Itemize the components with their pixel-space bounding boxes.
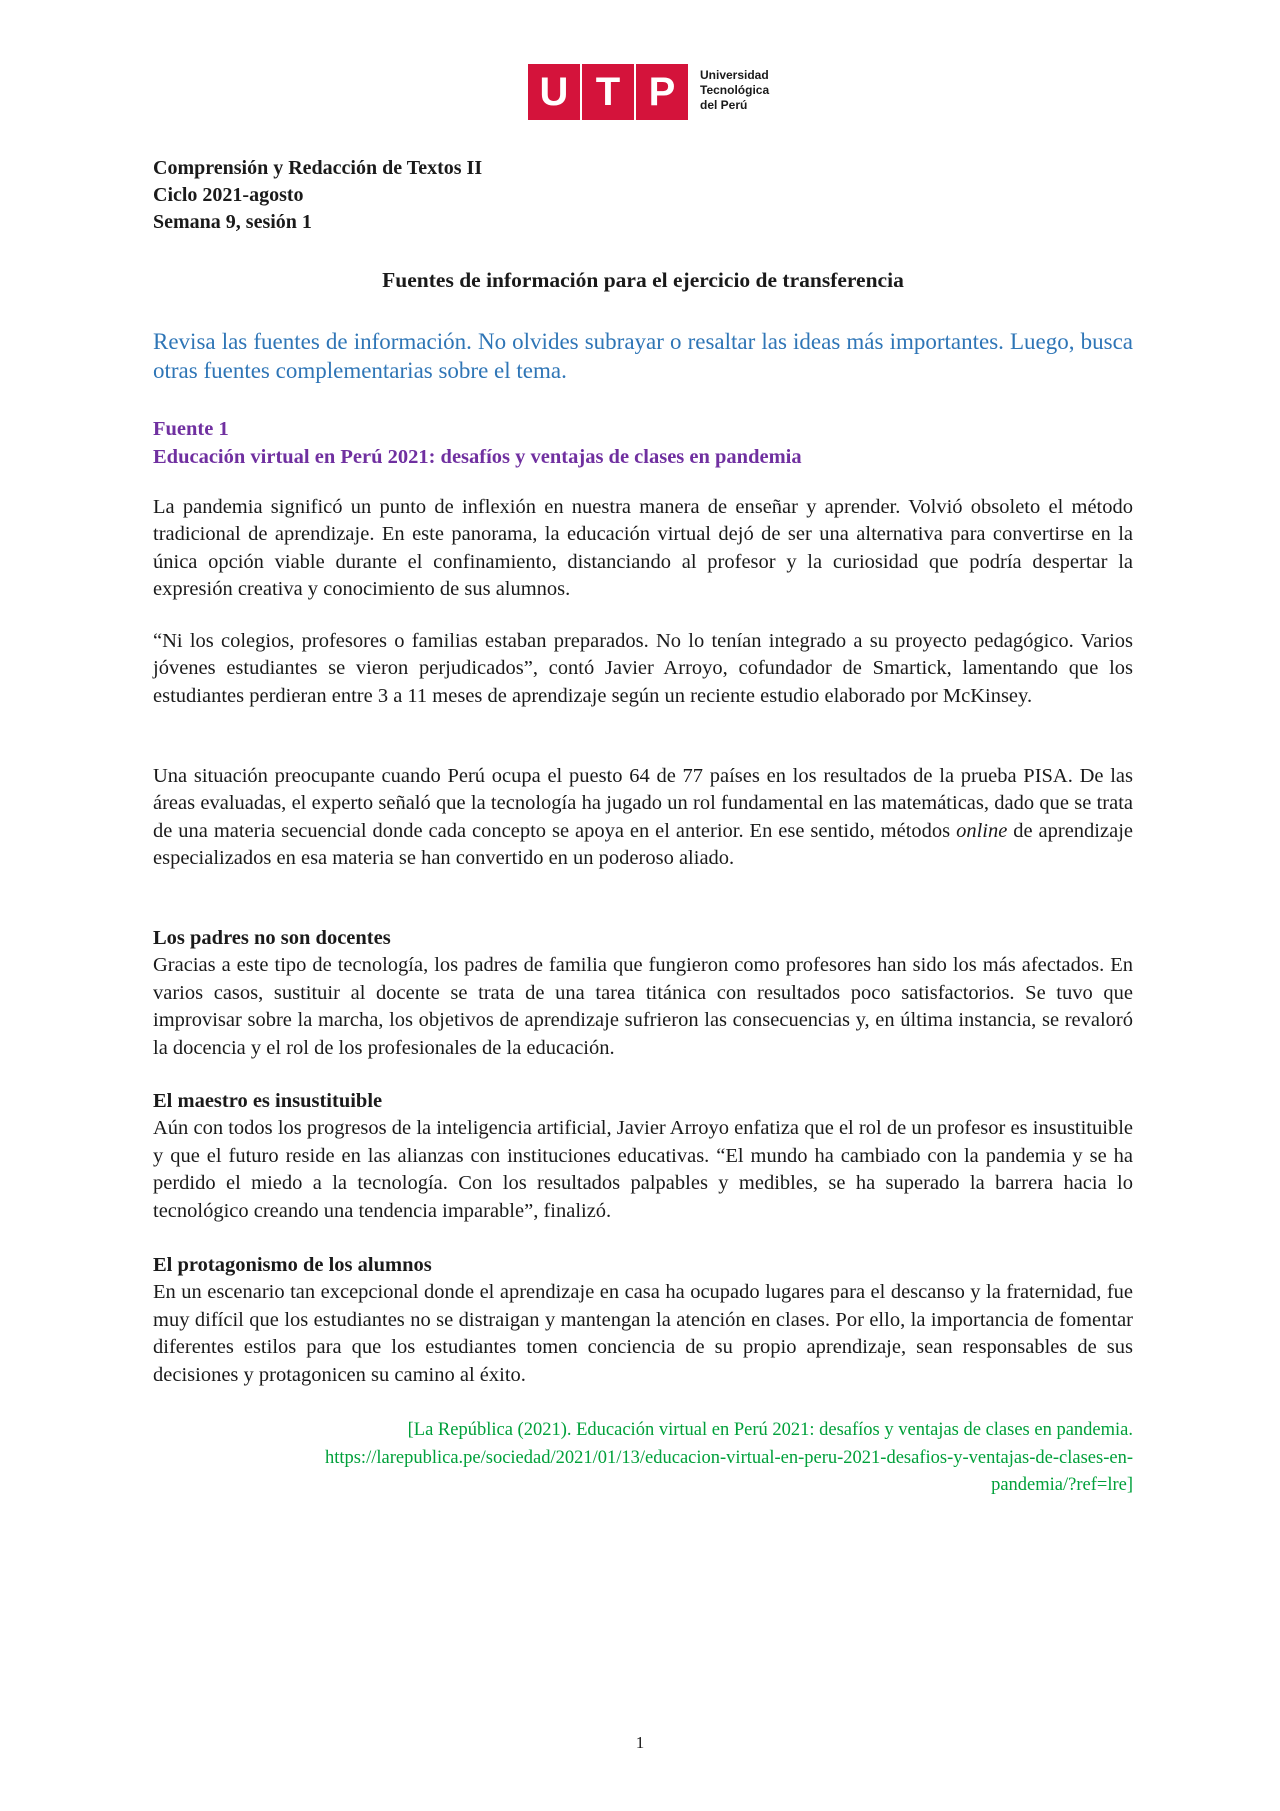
logo-name-line-2: Tecnológica: [700, 83, 770, 97]
logo-letter-t: T: [582, 64, 634, 120]
section-text: Aún con todos los progresos de la inteligencia artificial, Javier Arroyo enfatiza que el rol de un profesor es insustituible y que el futuro reside en las alianzas con instituciones educativas. “El mundo ha cambiado con la pandemia y se ha perdido el miedo a la tecnología. Con los resultados palpables y medibles, se ha superado la barrera hacia lo tecnológico creando una tendencia imparable”, finalizó.: [153, 1117, 1133, 1222]
reference-url-end[interactable]: pandemia/?ref=lre]: [991, 1475, 1133, 1495]
logo-university-name: [700, 68, 784, 113]
paragraph-2: “Ni los colegios, profesores o familias estaban preparados. No lo tenían integrado a su proyecto pedagógico. Varios jóvenes estudiantes se vieron perjudicados”, contó Javier Arroyo, cofundador de Smartick, lamentando que los estudiantes perdieran entre 3 a 11 meses de aprendizaje según un reciente estudio elaborado por McKinsey.: [153, 630, 1133, 707]
logo-name-line-3: del Perú: [700, 98, 748, 112]
logo-letter-p: P: [636, 64, 688, 120]
section-heading: El maestro es insustituible: [153, 1090, 383, 1112]
source-title: Educación virtual en Perú 2021: desafíos y ventajas de clases en pandemia: [153, 446, 802, 468]
section-heading: Los padres no son docentes: [153, 927, 391, 949]
course-name: Comprensión y Redacción de Textos II: [153, 157, 483, 179]
paragraph-1: La pandemia significó un punto de inflexión en nuestra manera de enseñar y aprender. Volvió obsoleto el método tradicional de aprendizaje. En este panorama, la educación virtual dejó de ser una alternativa para convertirse en la única opción viable durante el confinamiento, distanciando al profesor y la curiosidad que podría despertar la expresión creativa y conocimiento de sus alumnos.: [153, 496, 1133, 601]
reference-url[interactable]: https://larepublica.pe/sociedad/2021/01/13/educacion-virtual-en-peru-2021-desafios-y-ventajas-de-clases-en-: [324, 1447, 1133, 1468]
paragraph-3-part-2: de aprendizaje especializados en esa materia se han convertido en un poderoso aliado.: [153, 819, 1133, 870]
source-heading: [153, 415, 1133, 471]
page-title: Fuentes de información para el ejercicio de transferencia: [382, 268, 904, 292]
page-number: 1: [635, 1733, 645, 1752]
logo-name-line-1: Universidad: [700, 68, 769, 82]
utp-logo: [528, 64, 784, 120]
course-week: Semana 9, sesión 1: [153, 211, 312, 233]
source-reference: [153, 1417, 1133, 1500]
course-header: [153, 155, 1133, 236]
logo-letter-u: U: [528, 64, 580, 120]
instruction-text: Revisa las fuentes de información. No olvides subrayar o resaltar las ideas más importantes. Luego, busca otras fuentes complementarias sobre el tema.: [153, 329, 1133, 383]
course-cycle: Ciclo 2021-agosto: [153, 184, 304, 206]
section-heading: El protagonismo de los alumnos: [153, 1254, 432, 1276]
reference-line-1: [La República (2021). Educación virtual en Perú 2021: desafíos y ventajas de clases en pandemia.: [407, 1420, 1133, 1440]
paragraph-3-part-1: Una situación preocupante cuando Perú ocupa el puesto 64 de 77 países en los resultados de la prueba PISA. De las áreas evaluadas, el experto señaló que la tecnología ha jugado un rol fundamental en las matemáticas, dado que se trata de una materia secuencial donde cada concepto se apoya en el anterior. En ese sentido, métodos: [153, 765, 1133, 842]
paragraph-3: [153, 763, 1133, 873]
section-padres: [153, 925, 1133, 1062]
section-text: Gracias a este tipo de tecnología, los padres de familia que fungieron como profesores han sido los más afectados. En varios casos, sustituir al docente se trata de una tarea titánica con resultados poco satisfactorios. Se tuvo que improvisar sobre la marcha, los objetivos de aprendizaje sufrieron las consecuencias y, en última instancia, se revaloró la docencia y el rol de los profesionales de la educación.: [153, 954, 1133, 1059]
section-text: En un escenario tan excepcional donde el aprendizaje en casa ha ocupado lugares para el descanso y la fraternidad, fue muy difícil que los estudiantes no se distraigan y mantengan la atención en clases. Por ello, la importancia de fomentar diferentes estilos para que los estudiantes tomen conciencia de su propio aprendizaje, sean responsables de sus decisiones y protagonicen su camino al éxito.: [153, 1281, 1133, 1386]
section-alumnos: [153, 1252, 1133, 1389]
source-label: Fuente 1: [153, 418, 229, 440]
section-maestro: [153, 1088, 1133, 1225]
paragraph-3-italic: online: [956, 819, 1008, 842]
